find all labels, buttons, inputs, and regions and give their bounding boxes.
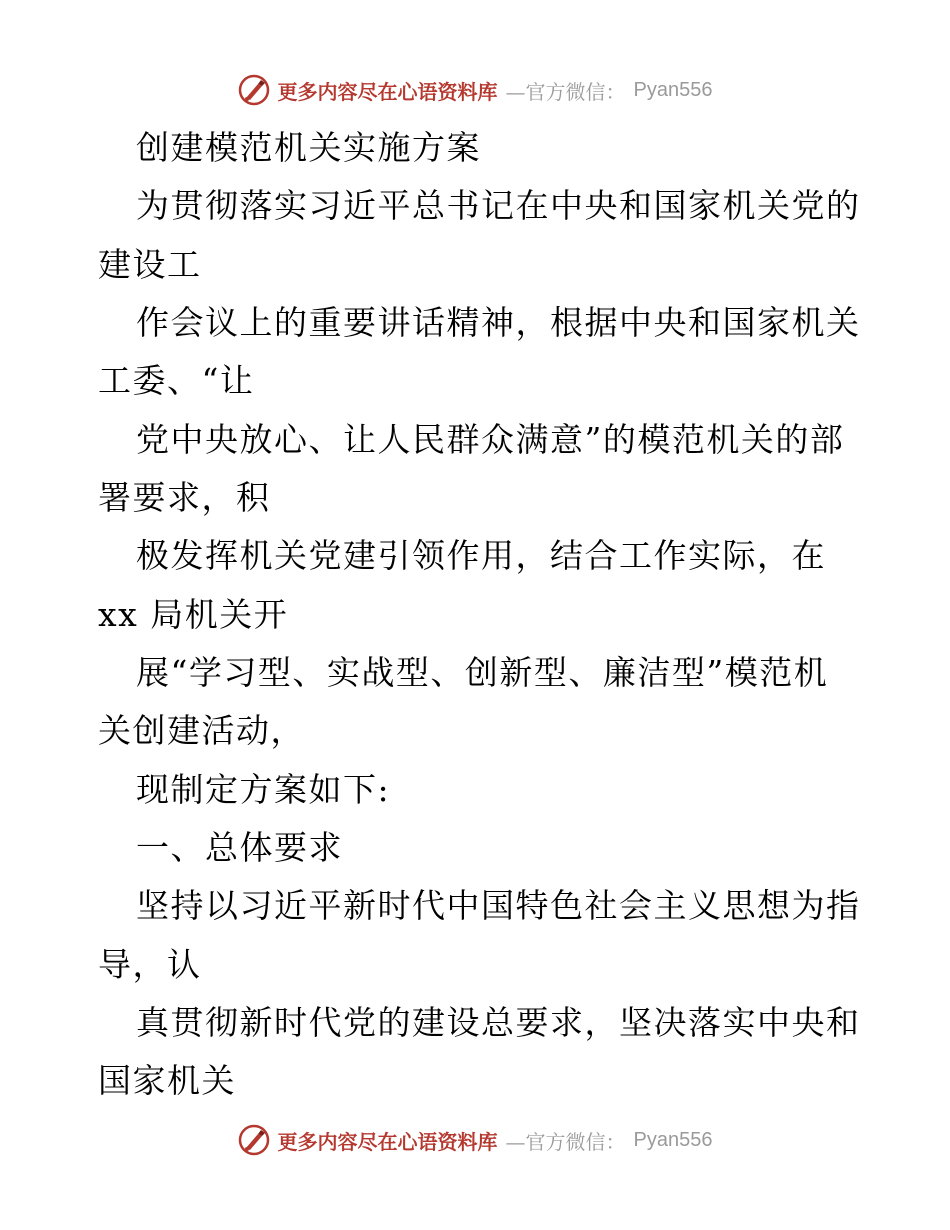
footer-watermark-banner [0, 1120, 950, 1160]
paragraph-line: 党中央放心、让人民群众满意”的模范机关的部 [136, 420, 845, 459]
paragraph-line: 极发挥机关党建引领作用，结合工作实际，在 [136, 536, 826, 575]
banner-wechat-id: Pyan556 [633, 1128, 713, 1151]
pen-logo-icon [238, 74, 270, 106]
paragraph-line: 坚持以习近平新时代中国特色社会主义思想为指 [136, 886, 861, 925]
paragraph-line: 国家机关 [98, 1061, 236, 1100]
paragraph-line: 作会议上的重要讲话精神，根据中央和国家机关 [136, 303, 861, 342]
document-title: 创建模范机关实施方案 [136, 128, 481, 167]
banner-wechat-id: Pyan556 [633, 78, 713, 101]
paragraph-line: 展“学习型、实战型、创新型、廉洁型”模范机 [136, 653, 829, 692]
section-heading: 一、总体要求 [136, 828, 343, 867]
banner-sub-text: —官方微信： [505, 1129, 626, 1154]
paragraph-line: 现制定方案如下: [136, 770, 391, 809]
paragraph-line: 工委、“让 [98, 361, 255, 400]
banner-sub-text: —官方微信： [505, 79, 626, 104]
paragraph-line: 为贯彻落实习近平总书记在中央和国家机关党的 [136, 186, 861, 225]
pen-logo-icon [238, 1124, 270, 1156]
banner-main-text: 更多内容尽在心语资料库 [277, 1129, 498, 1154]
header-watermark-banner [0, 70, 950, 110]
paragraph-line: 署要求，积 [98, 478, 271, 517]
paragraph-line: 导，认 [98, 945, 202, 984]
paragraph-line: xx 局机关开 [98, 595, 289, 634]
paragraph-line: 关创建活动， [98, 711, 305, 750]
paragraph-line: 建设工 [98, 245, 202, 284]
banner-main-text: 更多内容尽在心语资料库 [277, 79, 498, 104]
paragraph-line: 真贯彻新时代党的建设总要求，坚决落实中央和 [136, 1003, 861, 1042]
